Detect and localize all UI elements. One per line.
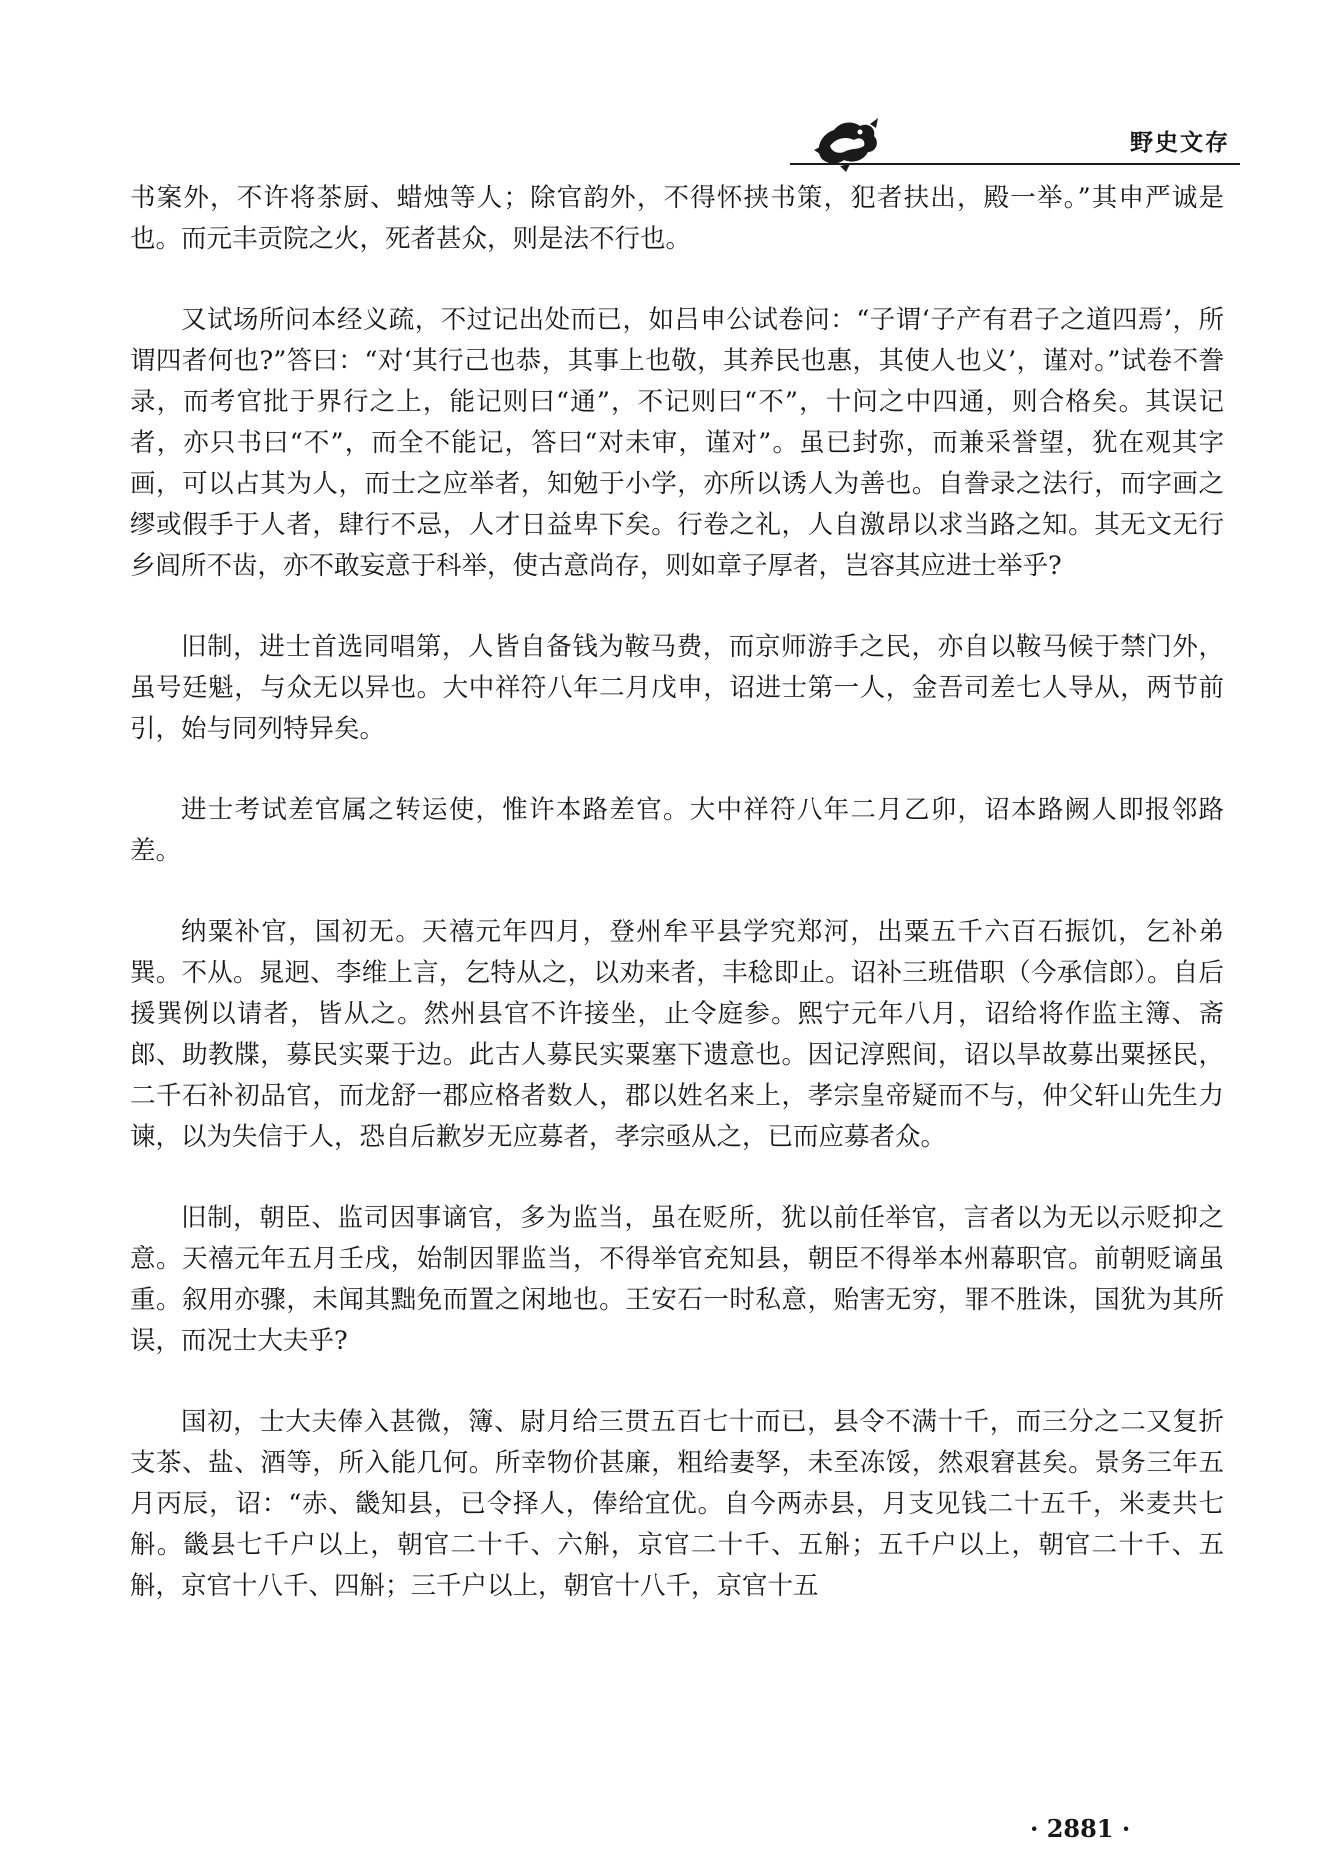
paragraph-5: 纳粟补官，国初无。天禧元年四月，登州牟平县学究郑河，出粟五千六百石振饥，乞补弟巽。不从。晁迥、李维上言，乞特从之，以劝来者，丰稔即止。诏补三班借职（今承信郎）。自后援巽例以请者，皆从之。然州县官不许接坐，止令庭参。熙宁元年八月，诏给将作监主簿、斋郎、助教牒，募民实粟于边。此古人募民实粟塞下遗意也。因记淳熙间，诏以旱故募出粟拯民，二千石补初品官，而龙舒一郡应格者数人，郡以姓名来上，孝宗皇帝疑而不与，仲父轩山先生力谏，以为失信于人，恐自后歉岁无应募者，孝宗亟从之，已而应募者众。 [130, 917, 1224, 1152]
paragraph-2: 又试场所问本经义疏，不过记出处而已，如吕申公试卷问：“子谓‘子产有君子之道四焉’，所谓四者何也?”答曰：“对‘其行己也恭，其事上也敬，其养民也惠，其使人也义’，谨对。”试卷不誊录，而考官批于界行之上，能记则曰“通”，不记则曰“不”，十问之中四通，则合格矣。其误记者，亦只书曰“不”，而全不能记，答曰“对未审，谨对”。虽已封弥，而兼采誉望，犹在观其字画，可以占其为人，而士之应举者，知勉于小学，亦所以诱人为善也。自誊录之法行，而字画之缪或假手于人者，肆行不忌，人才日益卑下矣。行卷之礼，人自激昂以求当路之知。其无文无行乡闾所不齿，亦不敢妄意于科举，使古意尚存，则如章子厚者，岂容其应进士举乎? [130, 305, 1224, 581]
paragraph-7: 国初，士大夫俸入甚微，簿、尉月给三贯五百七十而已，县令不满十千，而三分之二又复折支茶、盐、酒等，所入能几何。所幸物价甚廉，粗给妻孥，未至冻馁，然艰窘甚矣。景务三年五月丙辰，诏：“赤、畿知县，已令择人，俸给宜优。自今两赤县，月支见钱二十五千，米麦共七斛。畿县七千户以上，朝官二十千、六斛，京官二十千、五斛；五千户以上，朝官二十千、五斛，京官十八千、四斛；三千户以上，朝官十八千，京官十五 [130, 1407, 1224, 1601]
header-title: 野史文存 [1130, 130, 1230, 156]
paragraph-3: 旧制，进士首选同唱第，人皆自备钱为鞍马费，而京师游手之民，亦自以鞍马候于禁门外，虽号廷魁，与众无以异也。大中祥符八年二月戊申，诏进士第一人，金吾司差七人导从，两节前引，始与同列特异矣。 [130, 632, 1224, 744]
header-rule [790, 163, 1240, 165]
paragraph-6: 旧制，朝臣、监司因事谪官，多为监当，虽在贬所，犹以前任举官，言者以为无以示贬抑之意。天禧元年五月壬戌，始制因罪监当，不得举官充知县，朝臣不得举本州幕职官。前朝贬谪虽重。叙用亦骤，未闻其黜免而置之闲地也。王安石一时私意，贻害无穷，罪不胜诛，国犹为其所误，而况士大夫乎? [130, 1203, 1224, 1356]
dragon-logo-icon [810, 116, 882, 174]
paragraph-4: 进士考试差官属之转运使，惟许本路差官。大中祥符八年二月乙卯，诏本路阙人即报邻路差。 [130, 795, 1224, 866]
paragraph-1: 书案外，不许将茶厨、蜡烛等人；除官韵外，不得怀挟书策，犯者扶出，殿一举。”其申严诚是也。而元丰贡院之火，死者甚众，则是法不行也。 [130, 183, 1224, 254]
page-number: · 2881 · [1030, 1814, 1131, 1843]
page-body [130, 178, 1224, 1607]
running-header [790, 116, 1240, 176]
